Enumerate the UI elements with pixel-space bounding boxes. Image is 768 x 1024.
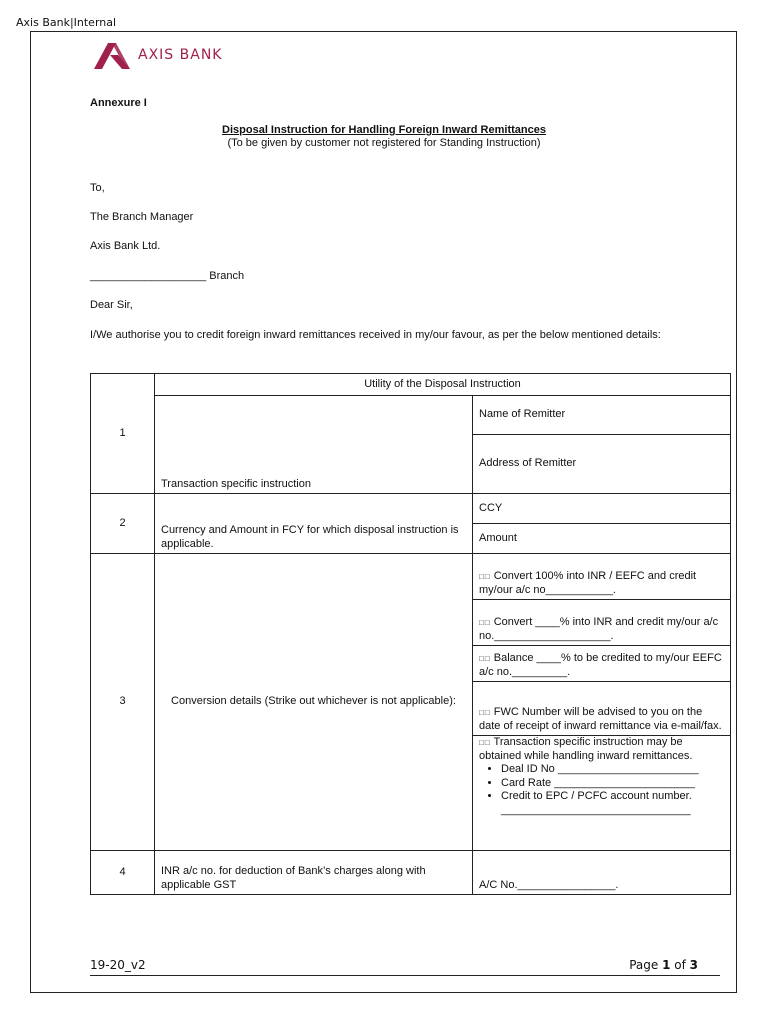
- annexure-heading: Annexure I: [90, 97, 147, 109]
- salutation: Dear Sir,: [90, 299, 133, 311]
- field-ccy: CCY: [473, 494, 731, 524]
- option-transaction-specific: [473, 736, 731, 851]
- checkbox-icon: □□: [479, 708, 491, 717]
- option-balance-eefc: [473, 646, 731, 682]
- option-convert-full: [473, 554, 731, 600]
- address-bank: Axis Bank Ltd.: [90, 240, 161, 252]
- table-corner: [91, 374, 155, 494]
- row-number: 4: [91, 851, 155, 895]
- field-amount: Amount: [473, 524, 731, 554]
- field-address-of-remitter: Address of Remitter: [473, 435, 731, 494]
- row-label: Currency and Amount in FCY for which disposal instruction is applicable.: [155, 494, 473, 554]
- row-label: Conversion details (Strike out whichever is not applicable):: [155, 554, 473, 851]
- list-item: • Deal ID No _______________________: [501, 763, 724, 777]
- row-label: INR a/c no. for deduction of Bank’s charges along with applicable GST: [155, 851, 473, 895]
- page-prefix: Page: [629, 958, 663, 972]
- field-ac-no: A/C No.________________.: [473, 851, 731, 895]
- row-number: 2: [91, 494, 155, 554]
- address-recipient: The Branch Manager: [90, 211, 194, 223]
- option-text: Balance ____% to be credited to my/our EEFC a/c no._________.: [479, 652, 722, 678]
- footer-divider: [90, 975, 720, 976]
- row-label: Transaction specific instruction: [155, 396, 473, 494]
- option-text: Convert 100% into INR / EEFC and credit my/our a/c no___________.: [479, 570, 697, 596]
- checkbox-icon: □□: [479, 738, 491, 747]
- document-title: Disposal Instruction for Handling Foreign Inward Remittances: [222, 124, 546, 136]
- table-header: Utility of the Disposal Instruction: [155, 374, 731, 396]
- address-branch-line: ___________________ Branch: [90, 270, 245, 282]
- account-number-blank: _______________________________: [501, 803, 691, 816]
- logo-text: AXIS BANK: [138, 47, 223, 63]
- axis-logo-icon: [92, 41, 132, 69]
- page-total: 3: [689, 958, 698, 972]
- list-item: • Credit to EPC / PCFC account number.: [501, 790, 724, 804]
- option-fwc-number: [473, 682, 731, 736]
- address-to: To,: [90, 182, 105, 194]
- row-number: 3: [91, 554, 155, 851]
- option-convert-partial: [473, 600, 731, 646]
- option-text: Transaction specific instruction may be obtained while handling inward remittances.: [479, 736, 693, 762]
- footer-version: 19-20_v2: [90, 958, 146, 972]
- classification-label: Axis Bank|Internal: [16, 16, 117, 29]
- checkbox-icon: □□: [479, 654, 491, 663]
- checkbox-icon: □□: [479, 572, 491, 581]
- option-text: Convert ____% into INR and credit my/our a/c no.___________________.: [479, 616, 719, 642]
- field-name-of-remitter: Name of Remitter: [473, 396, 731, 435]
- page-current: 1: [662, 958, 671, 972]
- checkbox-icon: □□: [479, 618, 491, 627]
- option-text: FWC Number will be advised to you on the date of receipt of inward remittance via e-mail/fax.: [479, 706, 722, 732]
- document-subtitle: (To be given by customer not registered for Standing Instruction): [227, 137, 541, 149]
- intro-paragraph: I/We authorise you to credit foreign inward remittances received in my/our favour, as per the below mentioned details:: [90, 329, 661, 341]
- row-number: 1: [119, 426, 126, 439]
- disposal-table: [90, 373, 731, 895]
- list-item: • Card Rate _______________________: [501, 777, 724, 791]
- footer-page-number: [629, 958, 698, 972]
- axis-bank-logo: [92, 41, 222, 69]
- page-of: of: [670, 958, 690, 972]
- bullet-list: [479, 763, 724, 804]
